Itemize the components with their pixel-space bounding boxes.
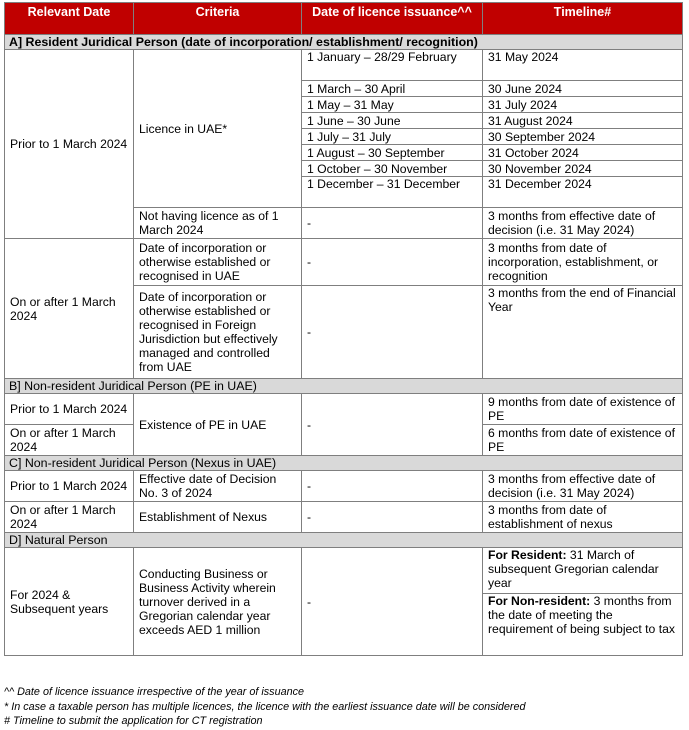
a-no-licence-issuance: - (302, 208, 483, 239)
a-licence-criteria: Licence in UAE* (134, 50, 302, 208)
header-row (5, 3, 683, 35)
table-row (5, 502, 683, 533)
a-no-licence-timeline: 3 months from effective date of decision (i.e. 31 May 2024) (483, 208, 683, 239)
a-inc-uae-timeline: 3 months from date of incorporation, establishment, or recognition (483, 239, 683, 286)
a-issuance-2: 1 March – 30 April (302, 81, 483, 97)
a-timeline-1: 31 May 2024 (483, 50, 683, 81)
d-nonresident-label: For Non-resident: (488, 594, 591, 608)
a-timeline-4: 31 August 2024 (483, 113, 683, 129)
footnote-multiple-licences: * In case a taxable person has multiple licences, the licence with the earliest issuance date will be considered (4, 700, 526, 713)
b-criteria: Existence of PE in UAE (134, 394, 302, 456)
table-row (5, 50, 683, 81)
a-inc-foreign-criteria: Date of incorporation or otherwise established or recognised in Foreign Jurisdiction but effectively managed and controlled from UAE (134, 286, 302, 379)
a-timeline-6: 31 October 2024 (483, 145, 683, 161)
c-on-after-relevant-date: On or after 1 March 2024 (5, 502, 134, 533)
d-nonresident-timeline (483, 594, 683, 656)
a-inc-uae-issuance: - (302, 239, 483, 286)
d-issuance: - (302, 548, 483, 656)
b-on-after-relevant-date: On or after 1 March 2024 (5, 425, 134, 456)
b-issuance: - (302, 394, 483, 456)
a-timeline-7: 30 November 2024 (483, 161, 683, 177)
a-inc-foreign-issuance: - (302, 286, 483, 379)
d-criteria: Conducting Business or Business Activity wherein turnover derived in a Gregorian calendar year exceeds AED 1 million (134, 548, 302, 656)
a-issuance-7: 1 October – 30 November (302, 161, 483, 177)
table-row (5, 471, 683, 502)
section-c-title: C] Non-resident Juridical Person (Nexus in UAE) (5, 456, 683, 471)
a-on-after-relevant-date: On or after 1 March 2024 (5, 239, 134, 379)
section-c-row (5, 456, 683, 471)
section-a-row (5, 35, 683, 50)
c-on-after-criteria: Establishment of Nexus (134, 502, 302, 533)
a-issuance-1: 1 January – 28/29 February (302, 50, 483, 81)
a-timeline-8: 31 December 2024 (483, 177, 683, 208)
a-issuance-6: 1 August – 30 September (302, 145, 483, 161)
c-on-after-timeline: 3 months from date of establishment of nexus (483, 502, 683, 533)
footnote-issuance: ^^ Date of licence issuance irrespective of the year of issuance (4, 686, 304, 698)
footnote-timeline: # Timeline to submit the application for CT registration (4, 715, 263, 727)
a-issuance-3: 1 May – 31 May (302, 97, 483, 113)
a-issuance-4: 1 June – 30 June (302, 113, 483, 129)
header-criteria: Criteria (134, 3, 302, 35)
c-on-after-issuance: - (302, 502, 483, 533)
table-row (5, 548, 683, 594)
a-no-licence-criteria: Not having licence as of 1 March 2024 (134, 208, 302, 239)
ct-registration-table (4, 2, 683, 656)
d-relevant-date: For 2024 & Subsequent years (5, 548, 134, 656)
section-d-title: D] Natural Person (5, 533, 683, 548)
section-d-row (5, 533, 683, 548)
a-inc-foreign-timeline: 3 months from the end of Financial Year (483, 286, 683, 379)
c-prior-criteria: Effective date of Decision No. 3 of 2024 (134, 471, 302, 502)
c-prior-relevant-date: Prior to 1 March 2024 (5, 471, 134, 502)
a-timeline-2: 30 June 2024 (483, 81, 683, 97)
header-date-of-issuance: Date of licence issuance^^ (302, 3, 483, 35)
d-resident-timeline (483, 548, 683, 594)
a-timeline-5: 30 September 2024 (483, 129, 683, 145)
d-resident-label: For Resident: (488, 548, 567, 562)
a-issuance-8: 1 December – 31 December (302, 177, 483, 208)
section-b-title: B] Non-resident Juridical Person (PE in UAE) (5, 379, 683, 394)
section-b-row (5, 379, 683, 394)
d-resident-text: 31 March of subsequent Gregorian calendar year (488, 548, 659, 590)
table-row (5, 239, 683, 286)
b-timeline-on-after: 6 months from date of existence of PE (483, 425, 683, 456)
a-timeline-3: 31 July 2024 (483, 97, 683, 113)
table-row (5, 394, 683, 425)
b-prior-relevant-date: Prior to 1 March 2024 (5, 394, 134, 425)
a-inc-uae-criteria: Date of incorporation or otherwise established or recognised in UAE (134, 239, 302, 286)
footnotes (4, 685, 526, 729)
header-timeline: Timeline# (483, 3, 683, 35)
a-prior-relevant-date: Prior to 1 March 2024 (5, 50, 134, 239)
header-relevant-date: Relevant Date (5, 3, 134, 35)
b-timeline-prior: 9 months from date of existence of PE (483, 394, 683, 425)
d-nonresident-text: 3 months from the date of meeting the requirement of being subject to tax (488, 594, 675, 636)
c-prior-timeline: 3 months from effective date of decision (i.e. 31 May 2024) (483, 471, 683, 502)
c-prior-issuance: - (302, 471, 483, 502)
a-issuance-5: 1 July – 31 July (302, 129, 483, 145)
section-a-title: A] Resident Juridical Person (date of incorporation/ establishment/ recognition) (5, 35, 683, 50)
